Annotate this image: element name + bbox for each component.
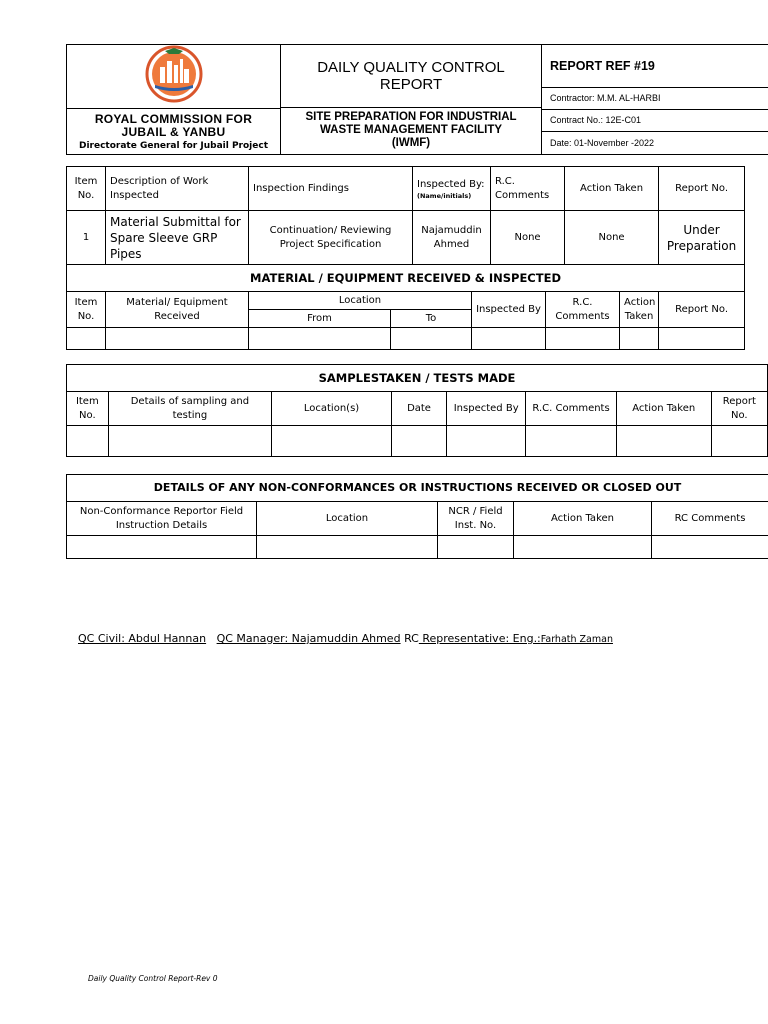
- org-line1: ROYAL COMMISSION FOR: [94, 111, 253, 126]
- material-header-from: From: [249, 310, 391, 328]
- nonconformance-table: [66, 474, 768, 559]
- samples-table: [66, 364, 768, 457]
- rc-prefix: RC: [404, 632, 419, 645]
- qc-manager: QC Manager: Najamuddin Ahmed: [216, 632, 401, 645]
- qc-civil: QC Civil: Abdul Hannan: [78, 632, 207, 645]
- rc-representative: Representative: Eng.:: [418, 632, 541, 645]
- reference-cell: [542, 45, 768, 155]
- row-findings: Continuation/ Reviewing Project Specification: [249, 211, 413, 265]
- header-inspected-by-cell: [413, 167, 491, 211]
- report-date: Date: 01-November -2022: [550, 137, 655, 148]
- material-section-title: MATERIAL / EQUIPMENT RECEIVED & INSPECTED: [67, 265, 745, 292]
- header-findings: Inspection Findings: [249, 167, 413, 211]
- samples-empty-row: [67, 426, 768, 457]
- logo-cell: [67, 45, 281, 109]
- samples-header-action-taken: Action Taken: [616, 392, 711, 426]
- title-cell: [281, 45, 542, 155]
- signature-line: [78, 632, 613, 645]
- table-row: [67, 211, 745, 265]
- row-action-taken: None: [565, 211, 659, 265]
- samples-header-details: Details of sampling and testing: [108, 392, 272, 426]
- samples-header-locations: Location(s): [272, 392, 392, 426]
- nc-header-ncr-no: NCR / Field Inst. No.: [438, 502, 514, 536]
- nonconformance-section-title: DETAILS OF ANY NON-CONFORMANCES OR INSTRUCTIONS RECEIVED OR CLOSED OUT: [67, 475, 768, 502]
- contractor: Contractor: M.M. AL-HARBI: [550, 93, 661, 103]
- nc-empty-row: [67, 536, 768, 559]
- nc-header-rc-comments: RC Comments: [652, 502, 768, 536]
- header-item-no: Item No.: [67, 167, 106, 211]
- material-header-inspected-by: Inspected By: [472, 292, 546, 328]
- row-description: Material Submittal for Spare Sleeve GRP Pipes: [106, 211, 249, 265]
- row-rc-comments: None: [491, 211, 565, 265]
- report-ref: REPORT REF #19: [550, 59, 655, 73]
- samples-header-item-no: Item No.: [67, 392, 109, 426]
- material-header-to: To: [391, 310, 472, 328]
- project-title-line1: SITE PREPARATION FOR INDUSTRIAL: [305, 111, 517, 123]
- rc-representative-name: Farhath Zaman: [540, 634, 613, 645]
- header-inspected-by-note: (Name/initials): [417, 191, 472, 200]
- material-header-action-taken: Action Taken: [620, 292, 659, 328]
- samples-section-title: SAMPLESTAKEN / TESTS MADE: [67, 365, 768, 392]
- report-title-line1: DAILY QUALITY CONTROL: [317, 59, 505, 76]
- org-subtitle: Directorate General for Jubail Project: [79, 140, 268, 151]
- material-header-rc-comments: R.C. Comments: [546, 292, 620, 328]
- samples-header-date: Date: [391, 392, 446, 426]
- header-description: Description of Work Inspected: [106, 167, 249, 211]
- samples-header-report-no: Report No.: [711, 392, 767, 426]
- org-line2: JUBAIL & YANBU: [121, 124, 226, 139]
- material-header-material: Material/ Equipment Received: [106, 292, 249, 328]
- report-title-line2: REPORT: [379, 76, 443, 93]
- nc-header-action-taken: Action Taken: [514, 502, 652, 536]
- nc-header-location: Location: [257, 502, 438, 536]
- row-report-no: Under Preparation: [659, 211, 745, 265]
- royal-commission-logo: [137, 45, 211, 103]
- samples-header-rc-comments: R.C. Comments: [526, 392, 617, 426]
- nc-header-details: Non-Conformance Reportor Field Instruction Details: [67, 502, 257, 536]
- header-inspected-by: Inspected By:: [417, 178, 485, 190]
- material-empty-row: [67, 328, 745, 350]
- footer-text: Daily Quality Control Report-Rev 0: [88, 974, 218, 983]
- material-header-report-no: Report No.: [659, 292, 745, 328]
- material-header-location: Location: [249, 292, 472, 310]
- project-title-line2: WASTE MANAGEMENT FACILITY: [319, 124, 503, 136]
- samples-header-inspected-by: Inspected By: [447, 392, 526, 426]
- row-item-no: 1: [67, 211, 106, 265]
- header-report-no: Report No.: [659, 167, 745, 211]
- row-inspected-by: Najamuddin Ahmed: [413, 211, 491, 265]
- report-header: [66, 44, 768, 155]
- header-rc-comments: R.C. Comments: [491, 167, 565, 211]
- organization-cell: [67, 109, 281, 155]
- contract-no: Contract No.: 12E-C01: [550, 115, 642, 125]
- inspection-table: [66, 166, 745, 350]
- material-header-item-no: Item No.: [67, 292, 106, 328]
- header-action-taken: Action Taken: [565, 167, 659, 211]
- project-title-line3: (IWMF): [391, 137, 431, 149]
